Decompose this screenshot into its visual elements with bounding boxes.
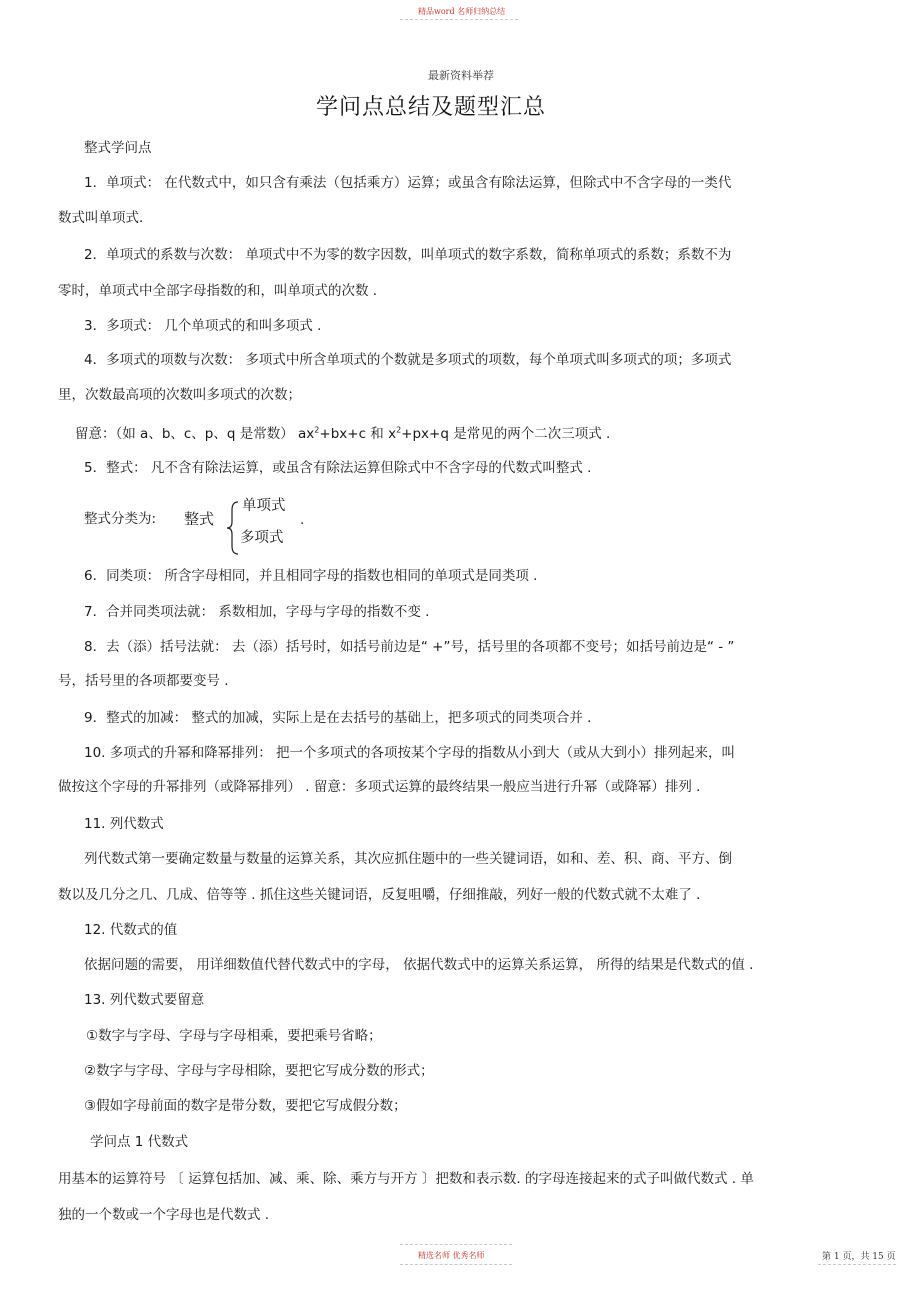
knowledge-point-1-line-1: 用基本的运算符号 〔 运算包括加、减、乘、除、乘方与开方 〕把数和表示数. 的字母连接起来的式子叫做代数式 . 单	[58, 1171, 754, 1187]
item-12-line-1: 依据问题的需要， 用详细数值代替代数式中的字母， 依据代数式中的运算关系运算， 所得的结果是代数式的值 .	[84, 957, 754, 973]
item-1-line-2: 数式叫单项式．	[58, 210, 153, 226]
header-divider	[400, 19, 518, 20]
knowledge-point-1-heading: 学问点 1 代数式	[90, 1134, 189, 1150]
page-title: 学问点总结及题型汇总	[316, 95, 547, 120]
item-10-line-1: 10. 多项式的升幂和降幂排列： 把一个多项式的各项按某个字母的指数从小到大（或从大到小）排列起来，叫	[84, 745, 736, 761]
classification-period: .	[300, 512, 305, 528]
item-12-heading: 12. 代数式的值	[84, 922, 178, 938]
item-4-line-1: 4．多项式的项数与次数： 多项式中所含单项式的个数就是多项式的项数，每个单项式叫多项式的项；多项式	[84, 352, 732, 368]
item-13-point-1: ①数字与字母、字母与字母相乘，要把乘号省略；	[86, 1028, 382, 1044]
item-8-line-2: 号，括号里的各项都要变号 .	[58, 673, 229, 689]
knowledge-point-1-line-2: 独的一个数或一个字母也是代数式 .	[58, 1207, 270, 1223]
exponent-2: 2	[396, 425, 402, 435]
item-3: 3．多项式： 几个单项式的和叫多项式 .	[84, 318, 322, 334]
brace-icon	[226, 500, 240, 556]
exponent-1: 2	[314, 425, 320, 435]
item-6: 6．同类项： 所含字母相同，并且相同字母的指数也相同的单项式是同类项 .	[84, 568, 538, 584]
classification-option-monomial: 单项式	[242, 498, 286, 514]
item-11-heading: 11. 列代数式	[84, 816, 164, 832]
item-5: 5．整式： 凡不含有除法运算，或虽含有除法运算但除式中不含字母的代数式叫整式 .	[84, 460, 592, 476]
footer-left-text: 精选名师 优秀名师	[418, 1251, 485, 1260]
item-4-line-2: 里，次数最高项的次数叫多项式的次数；	[58, 387, 301, 403]
classification-main: 整式	[184, 510, 215, 528]
item-2-line-2: 零时，单项式中全部字母指数的和，叫单项式的次数 .	[58, 283, 378, 299]
classification-label: 整式分类为:	[84, 511, 157, 527]
item-8-line-1: 8．去（添）括号法就： 去（添）括号时，如括号前边是“ +”号，括号里的各项都不变号；如括号前边是“ - ”	[84, 639, 735, 655]
note-line	[75, 426, 610, 442]
item-9: 9．整式的加减： 整式的加减，实际上是在去括号的基础上，把多项式的同类项合并 .	[84, 710, 592, 726]
header-text: 精品word 名师归纳总结	[418, 7, 506, 16]
item-10-line-2: 做按这个字母的升幂排列（或降幂排列） . 留意：多项式运算的最终结果一般应当进行升幂（或降幂）排列 .	[58, 779, 701, 795]
item-13-heading: 13. 列代数式要留意	[84, 992, 205, 1008]
item-11-line-2: 数以及几分之几、几成、倍等等 . 抓住这些关键词语，反复咀嚼，仔细推敲，列好一般的代数式就不太难了 .	[58, 887, 701, 903]
page-number-divider	[818, 1264, 896, 1265]
section-heading: 整式学问点	[84, 140, 152, 156]
item-13-point-3: ③假如字母前面的数字是带分数，要把它写成假分数；	[84, 1098, 407, 1114]
subtitle: 最新资料举荐	[428, 69, 494, 82]
item-1-line-1: 1．单项式： 在代数式中，如只含有乘法（包括乘方）运算；或虽含有除法运算，但除式中不含字母的一类代	[84, 175, 732, 191]
item-2-line-1: 2．单项式的系数与次数： 单项式中不为零的数字因数，叫单项式的数字系数，简称单项式的系数；系数不为	[84, 247, 732, 263]
item-7: 7．合并同类项法就： 系数相加，字母与字母的指数不变 .	[84, 604, 430, 620]
classification-option-polynomial: 多项式	[240, 530, 284, 546]
note-text-2: +bx+c 和 x	[319, 426, 397, 442]
footer-divider-top	[400, 1244, 512, 1245]
item-11-line-1: 列代数式第一要确定数量与数量的运算关系，其次应抓住题中的一些关键词语，如和、差、积、商、平方、倒	[84, 851, 732, 867]
note-text-3: +px+q 是常见的两个二次三项式 .	[401, 426, 611, 442]
page-number: 第 1 页，共 15 页	[822, 1252, 896, 1262]
note-text-1: 留意：（如 a、b、c、p、q 是常数） ax	[75, 426, 315, 442]
item-13-point-2: ②数字与字母、字母与字母相除，要把它写成分数的形式；	[84, 1063, 434, 1079]
footer-divider-bottom	[400, 1264, 512, 1265]
